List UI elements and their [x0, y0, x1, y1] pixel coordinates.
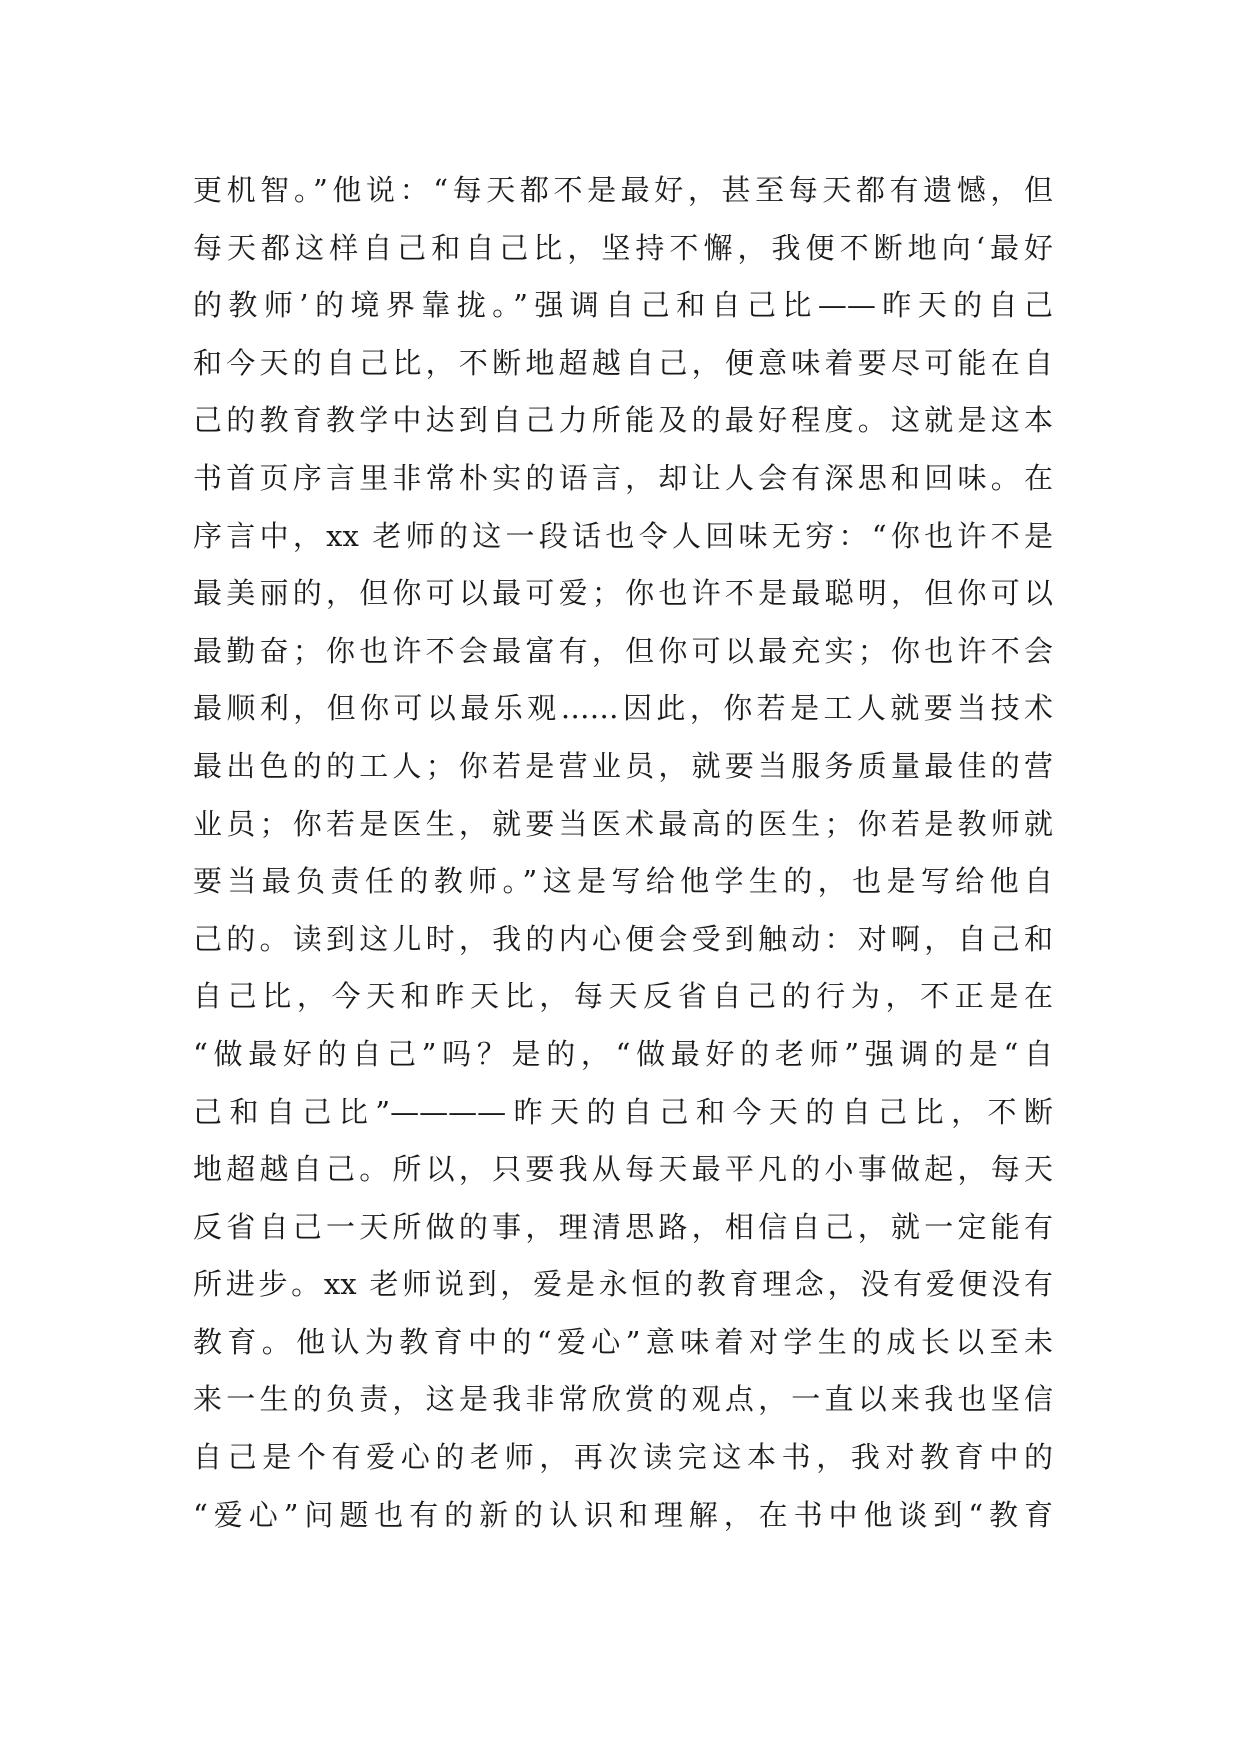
- text-line: 更机智。”他说：“每天都不是最好，甚至每天都有遗憾，但: [193, 173, 1053, 207]
- text-line: 最勤奋；你也许不会最富有，但你可以最充实；你也许不会: [193, 633, 1053, 668]
- text-line: “爱心”问题也有的新的认识和理解，在书中他谈到“教育: [193, 1497, 1053, 1532]
- text-line: 每天都这样自己和自己比，坚持不懈，我便不断地向‘最好: [193, 230, 1053, 265]
- text-line: 要当最负责任的教师。”这是写给他学生的，也是写给他自: [193, 864, 1053, 899]
- body-text: [193, 162, 1053, 1544]
- text-line: 所进步。xx 老师说到，爱是永恒的教育理念，没有爱便没有: [193, 1267, 1053, 1302]
- text-line: 来一生的负责，这是我非常欣赏的观点，一直以来我也坚信: [193, 1382, 1053, 1417]
- text-line: 自己比，今天和昨天比，每天反省自己的行为，不正是在: [193, 979, 1053, 1014]
- text-line: 最出色的的工人；你若是营业员，就要当服务质量最佳的营: [193, 748, 1053, 783]
- text-line: 的教师’的境界靠拢。”强调自己和自己比——昨天的自己: [193, 288, 1053, 323]
- text-line: 己的教育教学中达到自己力所能及的最好程度。这就是这本: [193, 403, 1053, 438]
- text-line: 最顺利，但你可以最乐观……因此，你若是工人就要当技术: [193, 691, 1053, 726]
- text-line: 和今天的自己比，不断地超越自己，便意味着要尽可能在自: [193, 345, 1053, 380]
- text-line: 己的。读到这儿时，我的内心便会受到触动：对啊，自己和: [193, 921, 1053, 956]
- text-line: “做最好的自己”吗？是的，“做最好的老师”强调的是“自: [193, 1036, 1053, 1071]
- text-line: 序言中，xx 老师的这一段话也令人回味无穷：“你也许不是: [193, 518, 1053, 553]
- text-line: 最美丽的，但你可以最可爱；你也许不是最聪明，但你可以: [193, 576, 1053, 611]
- text-line: 地超越自己。所以，只要我从每天最平凡的小事做起，每天: [193, 1152, 1053, 1187]
- text-line: 反省自己一天所做的事，理清思路，相信自己，就一定能有: [193, 1209, 1053, 1244]
- text-line: 己和自己比”————昨天的自己和今天的自己比，不断: [193, 1094, 1053, 1129]
- text-line: 业员；你若是医生，就要当医术最高的医生；你若是教师就: [193, 806, 1053, 841]
- text-line: 书首页序言里非常朴实的语言，却让人会有深思和回味。在: [193, 460, 1053, 495]
- text-line: 自己是个有爱心的老师，再次读完这本书，我对教育中的: [193, 1440, 1053, 1475]
- text-line: 教育。他认为教育中的“爱心”意味着对学生的成长以至未: [193, 1324, 1053, 1359]
